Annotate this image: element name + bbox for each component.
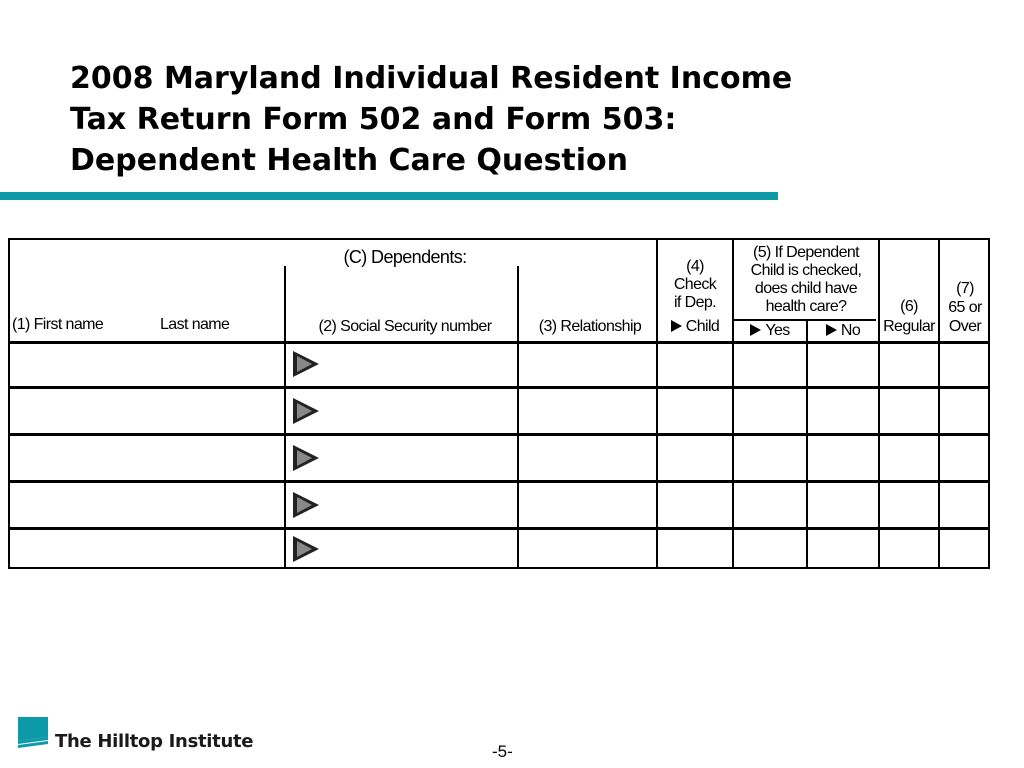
col-relationship: (3) Relationship [538,318,642,335]
title-line-1: 2008 Maryland Individual Resident Income [70,61,793,96]
org-name: The Hilltop Institute [55,731,254,752]
hilltop-logo-icon [16,715,50,749]
col-no: No [808,322,878,340]
arrow-icon [750,324,761,336]
col-regular-1: (6) [900,298,918,315]
dependents-form [8,238,990,569]
col-check-2: Check [673,276,717,293]
col-health-2: Child is checked, [750,262,862,279]
row-line-2 [10,433,988,436]
col-check-1: (4) [686,258,704,275]
row-line-3 [10,480,988,483]
col-check-4: Child [658,318,732,336]
col-health-3: does child have [754,280,858,297]
header-bottom-line [10,341,988,344]
health-subheader-line [734,319,876,321]
title-line-2: Tax Return Form 502 and Form 503: [70,102,677,137]
col-check-3: if Dep. [673,294,717,311]
title-line-3: Dependent Health Care Question [70,143,629,178]
col-last-name: Last name [160,316,230,333]
ssn-arrow-icon [293,492,319,518]
ssn-arrow-icon [293,398,319,424]
col-health-1: (5) If Dependent [752,244,860,261]
page-number: -5- [492,742,513,761]
ssn-arrow-icon [293,536,319,562]
col-over65-2: 65 or [948,299,982,316]
col-first-name: (1) First name [12,316,104,333]
col-yes: Yes [734,322,806,340]
ssn-arrow-icon [293,445,319,471]
arrow-icon [671,320,682,332]
divider-ssn [284,266,286,567]
row-line-1 [10,386,988,389]
arrow-icon [826,324,837,336]
ssn-arrow-icon [293,351,319,377]
col-over65-3: Over [948,318,982,335]
divider-relationship [517,266,519,567]
section-title: (C) Dependents: [343,247,467,267]
slide-title [70,58,970,181]
col-ssn: (2) Social Security number [318,318,492,335]
col-over65-1: (7) [956,280,974,297]
title-accent-bar [0,192,778,200]
divider-regular [878,240,880,567]
col-regular-2: Regular [883,318,935,335]
row-line-4 [10,527,988,530]
col-health-4: health care? [765,298,847,315]
